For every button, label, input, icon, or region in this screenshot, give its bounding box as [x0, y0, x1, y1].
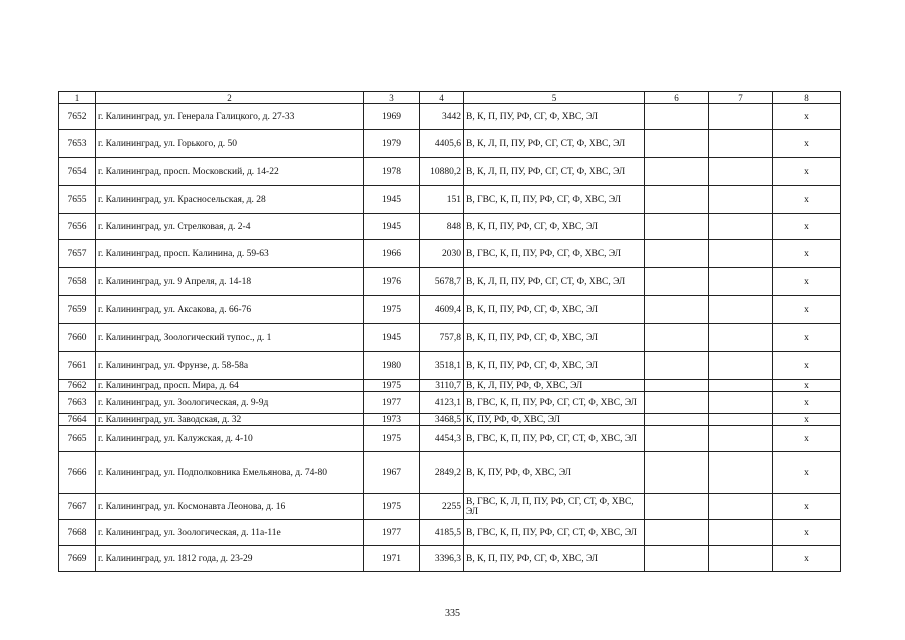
- col6-cell: [645, 296, 709, 324]
- col6-cell: [645, 324, 709, 352]
- registry-table: [58, 91, 841, 572]
- col8-cell: х: [773, 380, 841, 392]
- address-cell: г. Калининград, ул. Космонавта Леонова, д. 16: [96, 494, 364, 520]
- address-cell: г. Калининград, ул. Подполковника Емельянова, д. 74-80: [96, 452, 364, 494]
- address-cell: г. Калининград, ул. 1812 года, д. 23-29: [96, 546, 364, 572]
- year-built-cell: 1975: [364, 426, 420, 452]
- address-cell: г. Калининград, просп. Московский, д. 14-22: [96, 158, 364, 186]
- area-cell: 4185,5: [420, 520, 464, 546]
- table-row: [59, 546, 841, 572]
- year-built-cell: 1980: [364, 352, 420, 380]
- table-row: [59, 268, 841, 296]
- col7-cell: [709, 380, 773, 392]
- year-built-cell: 1967: [364, 452, 420, 494]
- services-cell: В, ГВС, К, П, ПУ, РФ, СГ, Ф, ХВС, ЭЛ: [464, 240, 645, 268]
- row-number-cell: 7665: [59, 426, 96, 452]
- services-cell: В, К, П, ПУ, РФ, СГ, Ф, ХВС, ЭЛ: [464, 352, 645, 380]
- services-cell: В, ГВС, К, П, ПУ, РФ, СГ, СТ, Ф, ХВС, ЭЛ: [464, 426, 645, 452]
- header-cell-3: 3: [364, 92, 420, 104]
- col6-cell: [645, 214, 709, 240]
- col8-cell: х: [773, 426, 841, 452]
- col7-cell: [709, 414, 773, 426]
- year-built-cell: 1945: [364, 324, 420, 352]
- address-cell: г. Калининград, ул. Калужская, д. 4-10: [96, 426, 364, 452]
- row-number-cell: 7660: [59, 324, 96, 352]
- table-row: [59, 392, 841, 414]
- col7-cell: [709, 268, 773, 296]
- table-row: [59, 380, 841, 392]
- header-cell-1: 1: [59, 92, 96, 104]
- address-cell: г. Калининград, ул. Фрунзе, д. 58-58а: [96, 352, 364, 380]
- col8-cell: х: [773, 520, 841, 546]
- table-row: [59, 186, 841, 214]
- col7-cell: [709, 240, 773, 268]
- area-cell: 5678,7: [420, 268, 464, 296]
- address-cell: г. Калининград, ул. Стрелковая, д. 2-4: [96, 214, 364, 240]
- table-row: [59, 426, 841, 452]
- header-cell-7: 7: [709, 92, 773, 104]
- row-number-cell: 7659: [59, 296, 96, 324]
- year-built-cell: 1966: [364, 240, 420, 268]
- table-row: [59, 158, 841, 186]
- col7-cell: [709, 520, 773, 546]
- col6-cell: [645, 414, 709, 426]
- col8-cell: х: [773, 186, 841, 214]
- year-built-cell: 1977: [364, 520, 420, 546]
- row-number-cell: 7669: [59, 546, 96, 572]
- year-built-cell: 1979: [364, 130, 420, 158]
- services-cell: В, К, Л, ПУ, РФ, Ф, ХВС, ЭЛ: [464, 380, 645, 392]
- col7-cell: [709, 494, 773, 520]
- col7-cell: [709, 214, 773, 240]
- area-cell: 4123,1: [420, 392, 464, 414]
- header-cell-8: 8: [773, 92, 841, 104]
- area-cell: 848: [420, 214, 464, 240]
- address-cell: г. Калининград, просп. Мира, д. 64: [96, 380, 364, 392]
- address-cell: г. Калининград, ул. Зоологическая, д. 11а-11е: [96, 520, 364, 546]
- header-cell-2: 2: [96, 92, 364, 104]
- row-number-cell: 7661: [59, 352, 96, 380]
- row-number-cell: 7668: [59, 520, 96, 546]
- col7-cell: [709, 352, 773, 380]
- col8-cell: х: [773, 392, 841, 414]
- col7-cell: [709, 104, 773, 130]
- address-cell: г. Калининград, Зоологический тупос., д. 1: [96, 324, 364, 352]
- row-number-cell: 7667: [59, 494, 96, 520]
- services-cell: В, ГВС, К, Л, П, ПУ, РФ, СГ, СТ, Ф, ХВС, ЭЛ: [464, 494, 645, 520]
- year-built-cell: 1971: [364, 546, 420, 572]
- col8-cell: х: [773, 414, 841, 426]
- area-cell: 2849,2: [420, 452, 464, 494]
- col8-cell: х: [773, 494, 841, 520]
- services-cell: В, К, П, ПУ, РФ, СГ, Ф, ХВС, ЭЛ: [464, 296, 645, 324]
- area-cell: 3396,3: [420, 546, 464, 572]
- col8-cell: х: [773, 324, 841, 352]
- services-cell: В, К, П, ПУ, РФ, СГ, Ф, ХВС, ЭЛ: [464, 546, 645, 572]
- row-number-cell: 7652: [59, 104, 96, 130]
- col8-cell: х: [773, 268, 841, 296]
- col8-cell: х: [773, 130, 841, 158]
- col7-cell: [709, 324, 773, 352]
- services-cell: В, К, П, ПУ, РФ, СГ, Ф, ХВС, ЭЛ: [464, 214, 645, 240]
- col6-cell: [645, 520, 709, 546]
- address-cell: г. Калининград, ул. Зоологическая, д. 9-9д: [96, 392, 364, 414]
- year-built-cell: 1975: [364, 494, 420, 520]
- header-row: [59, 92, 841, 104]
- area-cell: 151: [420, 186, 464, 214]
- col7-cell: [709, 546, 773, 572]
- address-cell: г. Калининград, ул. Горького, д. 50: [96, 130, 364, 158]
- table-row: [59, 296, 841, 324]
- col6-cell: [645, 546, 709, 572]
- table-row: [59, 104, 841, 130]
- col7-cell: [709, 158, 773, 186]
- services-cell: В, К, П, ПУ, РФ, СГ, Ф, ХВС, ЭЛ: [464, 324, 645, 352]
- col6-cell: [645, 452, 709, 494]
- row-number-cell: 7664: [59, 414, 96, 426]
- row-number-cell: 7657: [59, 240, 96, 268]
- services-cell: В, К, Л, П, ПУ, РФ, СГ, СТ, Ф, ХВС, ЭЛ: [464, 158, 645, 186]
- col6-cell: [645, 352, 709, 380]
- row-number-cell: 7666: [59, 452, 96, 494]
- col6-cell: [645, 426, 709, 452]
- col6-cell: [645, 130, 709, 158]
- area-cell: 2030: [420, 240, 464, 268]
- address-cell: г. Калининград, ул. Красносельская, д. 28: [96, 186, 364, 214]
- services-cell: В, ГВС, К, П, ПУ, РФ, СГ, СТ, Ф, ХВС, ЭЛ: [464, 520, 645, 546]
- table-body: [59, 104, 841, 572]
- header-cell-4: 4: [420, 92, 464, 104]
- services-cell: В, ГВС, К, П, ПУ, РФ, СГ, СТ, Ф, ХВС, ЭЛ: [464, 392, 645, 414]
- address-cell: г. Калининград, ул. Аксакова, д. 66-76: [96, 296, 364, 324]
- col7-cell: [709, 452, 773, 494]
- table-row: [59, 414, 841, 426]
- col6-cell: [645, 392, 709, 414]
- col8-cell: х: [773, 352, 841, 380]
- col8-cell: х: [773, 240, 841, 268]
- table-row: [59, 324, 841, 352]
- area-cell: 3518,1: [420, 352, 464, 380]
- col8-cell: х: [773, 452, 841, 494]
- year-built-cell: 1945: [364, 214, 420, 240]
- services-cell: В, ГВС, К, П, ПУ, РФ, СГ, Ф, ХВС, ЭЛ: [464, 186, 645, 214]
- address-cell: г. Калининград, ул. Генерала Галицкого, д. 27-33: [96, 104, 364, 130]
- col8-cell: х: [773, 546, 841, 572]
- col7-cell: [709, 392, 773, 414]
- col6-cell: [645, 158, 709, 186]
- col6-cell: [645, 380, 709, 392]
- row-number-cell: 7656: [59, 214, 96, 240]
- col8-cell: х: [773, 214, 841, 240]
- year-built-cell: 1977: [364, 392, 420, 414]
- header-cell-5: 5: [464, 92, 645, 104]
- year-built-cell: 1945: [364, 186, 420, 214]
- area-cell: 4454,3: [420, 426, 464, 452]
- area-cell: 2255: [420, 494, 464, 520]
- services-cell: В, К, Л, П, ПУ, РФ, СГ, СТ, Ф, ХВС, ЭЛ: [464, 130, 645, 158]
- row-number-cell: 7663: [59, 392, 96, 414]
- col6-cell: [645, 186, 709, 214]
- table-row: [59, 240, 841, 268]
- address-cell: г. Калининград, просп. Калинина, д. 59-63: [96, 240, 364, 268]
- services-cell: К, ПУ, РФ, Ф, ХВС, ЭЛ: [464, 414, 645, 426]
- header-cell-6: 6: [645, 92, 709, 104]
- area-cell: 3110,7: [420, 380, 464, 392]
- year-built-cell: 1976: [364, 268, 420, 296]
- table-row: [59, 452, 841, 494]
- page-number: 335: [445, 608, 460, 619]
- col8-cell: х: [773, 296, 841, 324]
- col6-cell: [645, 240, 709, 268]
- table-row: [59, 130, 841, 158]
- row-number-cell: 7655: [59, 186, 96, 214]
- row-number-cell: 7658: [59, 268, 96, 296]
- address-cell: г. Калининград, ул. 9 Апреля, д. 14-18: [96, 268, 364, 296]
- area-cell: 757,8: [420, 324, 464, 352]
- area-cell: 3468,5: [420, 414, 464, 426]
- col6-cell: [645, 494, 709, 520]
- row-number-cell: 7662: [59, 380, 96, 392]
- services-cell: В, К, П, ПУ, РФ, СГ, Ф, ХВС, ЭЛ: [464, 104, 645, 130]
- row-number-cell: 7654: [59, 158, 96, 186]
- area-cell: 10880,2: [420, 158, 464, 186]
- area-cell: 3442: [420, 104, 464, 130]
- year-built-cell: 1975: [364, 380, 420, 392]
- services-cell: В, К, ПУ, РФ, Ф, ХВС, ЭЛ: [464, 452, 645, 494]
- col7-cell: [709, 296, 773, 324]
- area-cell: 4609,4: [420, 296, 464, 324]
- address-cell: г. Калининград, ул. Заводская, д. 32: [96, 414, 364, 426]
- services-cell: В, К, Л, П, ПУ, РФ, СГ, СТ, Ф, ХВС, ЭЛ: [464, 268, 645, 296]
- year-built-cell: 1978: [364, 158, 420, 186]
- year-built-cell: 1973: [364, 414, 420, 426]
- row-number-cell: 7653: [59, 130, 96, 158]
- col7-cell: [709, 186, 773, 214]
- col8-cell: х: [773, 158, 841, 186]
- table-row: [59, 214, 841, 240]
- col8-cell: х: [773, 104, 841, 130]
- col6-cell: [645, 268, 709, 296]
- table-row: [59, 520, 841, 546]
- table-row: [59, 352, 841, 380]
- table-row: [59, 494, 841, 520]
- area-cell: 4405,6: [420, 130, 464, 158]
- year-built-cell: 1969: [364, 104, 420, 130]
- year-built-cell: 1975: [364, 296, 420, 324]
- col7-cell: [709, 130, 773, 158]
- col7-cell: [709, 426, 773, 452]
- col6-cell: [645, 104, 709, 130]
